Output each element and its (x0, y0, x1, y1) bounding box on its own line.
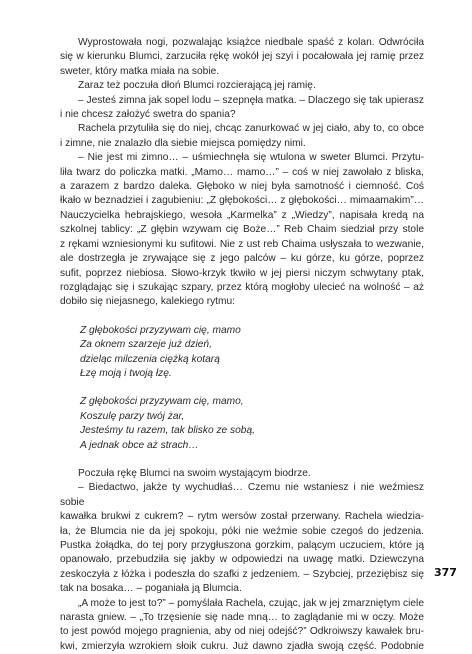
poem-line: Za oknem szarzeje już dzień, (80, 339, 212, 351)
text-line: tak na bosaka… – poganiała ją Blumcia. (60, 583, 242, 595)
text-line: szkolnej tablicy: „Z głębin wzywam cię Boże…” Reb Chaim siedział przy stole (60, 224, 424, 236)
text-line: Nauczycielka hebrajskiego, wesoła „Karmelka” z „Wiedzy”, napisała kredą na (60, 209, 424, 221)
poem-line: Koszulę parzy twój żar, (80, 410, 185, 422)
page-body (60, 36, 424, 654)
text-line: sweter, który matka miała na sobie. (60, 65, 220, 77)
paragraph (60, 481, 424, 596)
text-line: się w kierunku Blumci, zarzuciła rękę wokół jej szyi i pocałowała jej ramię przez (60, 51, 424, 63)
text-line: Rachela przytuliła się do niej, chcąc zanurkować w jej ciało, aby to, co obce (78, 123, 424, 135)
text-after-poem (60, 467, 424, 654)
paragraph (60, 122, 424, 151)
poem-line: Łzę moją i twoją łzę. (80, 367, 172, 379)
poem-stanza (80, 324, 424, 382)
text-line: narasta gniew. – „To trzęsienie się nade mną… to zaglądanie mi w oczy. Może (60, 612, 424, 624)
text-before-poem (60, 36, 424, 310)
poem-line: Z głębokości przyzywam cię, mamo, (80, 396, 244, 408)
page-number: 377 (434, 566, 457, 579)
paragraph (60, 79, 424, 93)
text-line: Poczuła rękę Blumci na swoim wystającym biodrze. (78, 467, 311, 479)
poem-line: Z głębokości przyzywam cię, mamo (80, 324, 241, 336)
poem-line: Jesteśmy tu razem, tak blisko ze sobą, (80, 425, 255, 437)
text-line: sufit, poprzez niebiosa. Słowo-krzyk tkwiło w jej piersi niczym schwytany ptak, (60, 267, 424, 279)
text-line: to jest powód mojego pragnienia, aby od niej odejść?” Odkroiwszy kawałek bru- (60, 626, 424, 638)
paragraph (60, 467, 424, 481)
text-line: – Jesteś zimna jak sopel lodu – szepnęła matka. – Dlaczego się tak upierasz (78, 94, 424, 106)
text-line: Zaraz też poczuła dłoń Blumci rozcierającą jej ramię. (78, 80, 316, 92)
text-line: z rękami wzniesionymi ku sufitowi. Nie z ust reb Chaima usłyszała to wezwanie, (60, 238, 424, 250)
poem (80, 324, 424, 453)
poem-line: dzieląc milczenia ciężką kotarą (80, 353, 220, 365)
paragraph (60, 94, 424, 123)
text-line: kwi, zmierzyła wzrokiem słoik cukru. Już dawno zjadła swoją część. Podobnie (60, 640, 424, 652)
paragraph (60, 36, 424, 79)
text-line: opanowało, przebudziła się jakby w odpowiedzi na uwagę matki. Dziewczyna (60, 554, 424, 566)
poem-line: A jednak obce aż strach… (80, 439, 199, 451)
text-line: ła, że Blumcia nie da jej spokoju, póki nie weźmie sobie czegoś do jedzenia. (60, 525, 424, 537)
text-line: – Biedactwo, jakże ty wychudłaś… Czemu nie wstaniesz i nie weźmiesz sobie (60, 482, 424, 508)
paragraph (60, 597, 424, 654)
text-line: Pustka żołądka, do tej pory przygłuszona gorzkim, palącym uczuciem, które ją (60, 540, 424, 551)
text-line: dobiło się niejasnego, kalekiego rytmu: (60, 296, 235, 308)
text-line: zeskoczyła z łóżka i podeszła do szafki z jedzeniem. – Szybciej, przeziębisz się (60, 568, 424, 580)
text-line: liła twarz do policzka matki. „Mamo… mamo…” – coś w niej zawołało z bliska, (60, 166, 424, 178)
text-line: ale dostrzegła je zrywające się z jego palców – ku górze, ku górze, poprzez (60, 253, 424, 265)
text-line: i nie chcesz założyć swetra do spania? (60, 109, 236, 121)
text-line: a zarazem z bardzo daleka. Głęboko w niej była samotność i ciemność. Coś (60, 181, 424, 193)
text-line: łkało w beznadziei i zagubieniu: „Z głębokości… z głębokości… mimaamakim”… (60, 195, 424, 207)
text-line: rozglądając się i szukając szpary, przez którą mogłoby ulecieć na wolność – aż (60, 281, 424, 293)
poem-stanza (80, 395, 424, 453)
text-line: i zimne, nie znalazło dla siebie miejsca pomiędzy nimi. (60, 137, 306, 149)
text-line: – Nie jest mi zimno… – uśmiechnęła się wtulona w sweter Blumci. Przytu- (78, 152, 424, 164)
text-line: „A może to jest to?” – pomyślała Rachela, czując, jak w jej zmarzniętym ciele (78, 597, 424, 609)
paragraph (60, 151, 424, 309)
text-line: kawałka brukwi z cukrem? – rytm wersów został przerwany. Rachela wiedzia- (60, 511, 424, 523)
text-line: Wyprostowała nogi, pozwalając książce niedbale spaść z kolan. Odwróciła (78, 37, 424, 48)
